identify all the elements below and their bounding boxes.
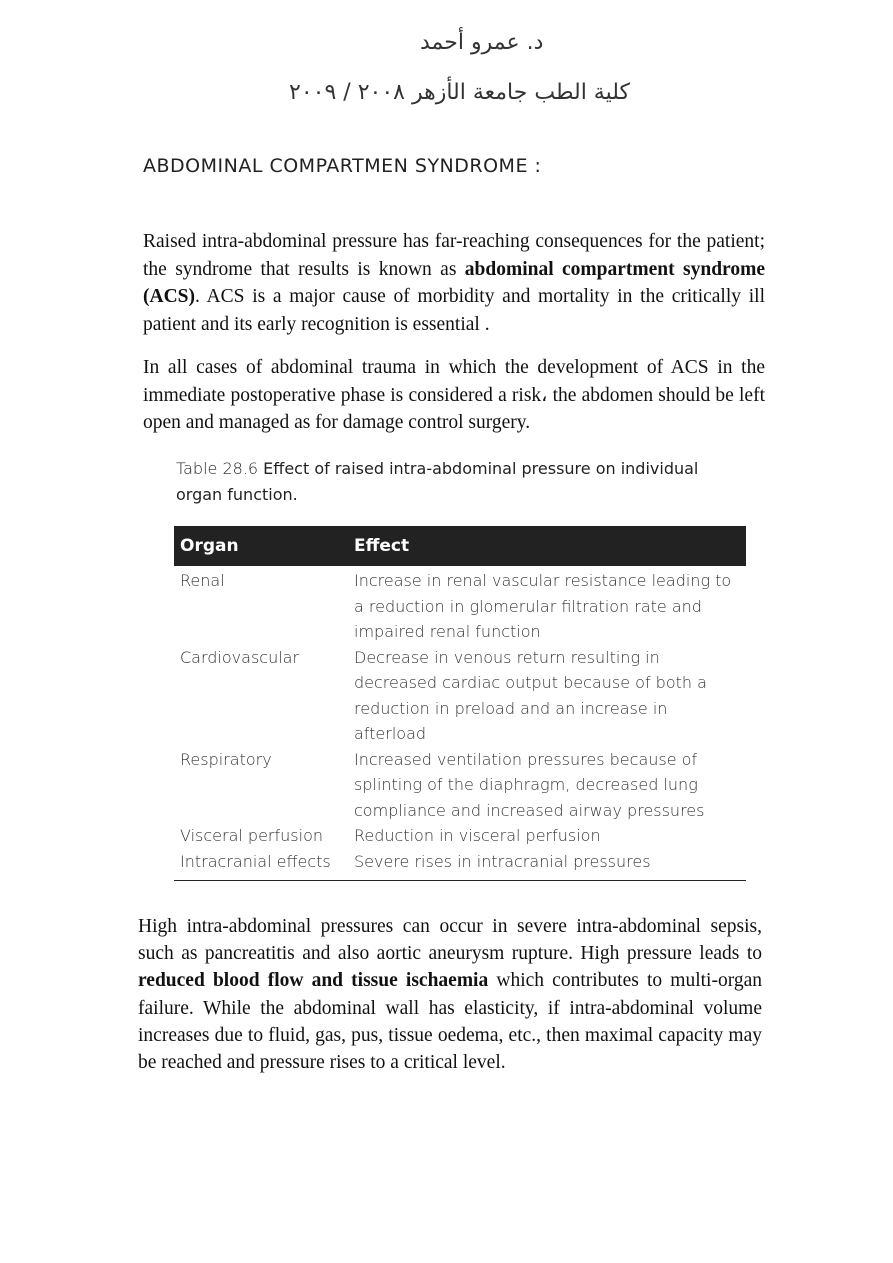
header-effect: Effect [348,526,746,566]
handwritten-note-name: د. عمرو أحمد [420,30,544,55]
handwritten-note-institution: كلية الطب جامعة الأزهر ٢٠٠٨ / ٢٠٠٩ [289,80,630,105]
table-row [174,645,746,747]
effect-cell: Decrease in venous return resulting in decreased cardiac output because of both a reduction in preload and an increase in afterload [354,647,707,743]
table-row [174,566,746,645]
paragraph-abdominal-trauma: In all cases of abdominal trauma in which the development of ACS in the immediate postoperative phase is considered a risk، the abdomen should be left open and managed as for damage control surgery. [143,357,765,433]
para3-text-before: High intra-abdominal pressures can occur in severe intra-abdominal sepsis, such as pancreatitis and also aortic aneurysm rupture. High pressure leads to [138,916,762,965]
table-row [174,747,746,824]
organ-effect-table [174,526,746,881]
organ-cell: Respiratory [180,749,272,769]
paragraph-acs-definition [143,228,765,338]
table-caption-text: Effect of raised intra-abdominal pressure on individual organ function. [176,459,699,504]
para1-text-before: Raised intra-abdominal pressure has far-reaching consequences for the patient; the syndrome that results is known as [143,231,765,280]
effect-cell: Severe rises in intracranial pressures [348,849,746,881]
organ-cell: Renal [180,571,225,590]
para3-bold-term: reduced blood flow and tissue ischaemia [138,970,489,992]
table-caption-label: Table 28.6 [176,459,259,478]
paragraph-high-pressure-causes [138,913,762,1076]
organ-cell: Intracranial effects [174,849,348,881]
header-organ: Organ [174,526,348,566]
effect-cell: Increased ventilation pressures because of splinting of the diaphragm, decreased lung compliance and increased airway pressures [354,749,705,820]
organ-cell: Visceral perfusion [180,826,323,845]
para1-bold-term: abdominal compartment syndrome (ACS) [143,258,765,307]
organ-cell: Cardiovascular [180,647,300,667]
section-title: ABDOMINAL COMPARTMEN SYNDROME : [143,155,542,177]
table-caption [176,456,736,508]
para1-text-after: . ACS is a major cause of morbidity and mortality in the critically ill patient and its early recognition is essential . [143,286,765,335]
table-header-row [174,526,746,566]
table-row [174,849,746,881]
table-row [174,823,746,849]
effect-cell: Increase in renal vascular resistance leading to a reduction in glomerular filtration rate and impaired renal function [354,571,732,641]
para3-text-after: which contributes to multi-organ failure. While the abdominal wall has elasticity, if intra-abdominal volume increases due to fluid, gas, pus, tissue oedema, etc., then maximal capacity may be reached and pressure rises to a critical level. [138,970,762,1074]
effect-cell: Reduction in visceral perfusion [354,826,601,845]
